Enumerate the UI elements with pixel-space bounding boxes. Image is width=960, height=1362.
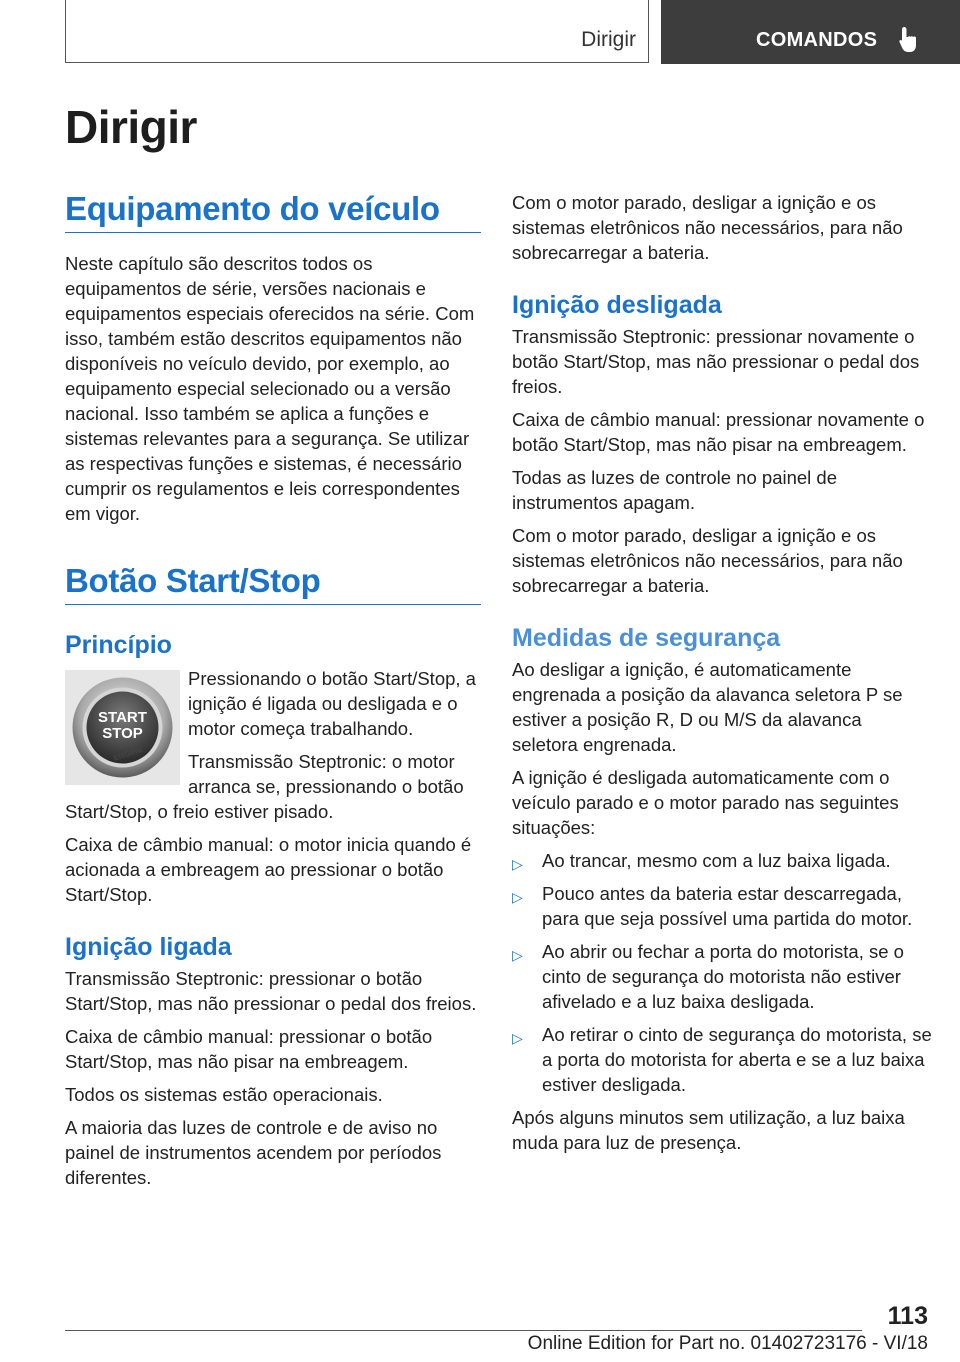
paragraph-ignition-on-3: Todos os sistemas estão operacionais.: [65, 1084, 383, 1105]
paragraph-ignition-on-2: Caixa de câmbio manual: pressionar o botão Start/Stop, mas não pisar na embreagem.: [65, 1026, 433, 1072]
button-text-engine: ENGINE: [112, 744, 145, 763]
section-tab-label: COMANDOS: [756, 29, 878, 51]
heading-ignition-on: Ignição ligada: [65, 933, 232, 961]
heading-principle: Princípio: [65, 631, 172, 659]
paragraph-equipment: Neste capítulo são descritos todos os equipamentos de série, versões nacionais e equipamentos especiais oferecidos na série. Com isso, também estão descritos equipamentos não disponíveis no veículo devido, por exemplo, ao equipamento especial selecionado ou a versão nacional. Isso também se aplica a funções e sistemas relevantes para a segurança. Se utilizar as respectivas funções e sistemas, é necessário cumprir os regulamentos e leis correspondentes em vigor.: [65, 253, 475, 524]
paragraph-ignition-off-2: Caixa de câmbio manual: pressionar novamente o botão Start/Stop, mas não pisar na embreagem.: [512, 409, 925, 455]
list-item-text: Ao abrir ou fechar a porta do motorista, se o cinto de segurança do motorista não estiver afivelado e a luz baixa desligada.: [542, 941, 904, 1012]
list-item: [512, 1022, 932, 1097]
triangle-bullet-icon: ▷: [512, 889, 523, 905]
list-item-text: Ao retirar o cinto de segurança do motorista, se a porta do motorista for aberta e se a luz baixa estiver desligada.: [542, 1024, 932, 1095]
paragraph-principle-2: Transmissão Steptronic: o motor arranca se, pressionando o botão Start/Stop, o freio estiver pisado.: [65, 751, 464, 822]
right-column: [512, 190, 932, 1155]
principle-block: [65, 666, 481, 907]
triangle-bullet-icon: ▷: [512, 947, 523, 963]
chapter-tab-label: Dirigir: [581, 28, 636, 51]
heading-safety: Medidas de segurança: [512, 624, 781, 652]
paragraph-principle-1: Pressionando o botão Start/Stop, a ignição é ligada ou desligada e o motor começa trabalhando.: [188, 668, 476, 739]
paragraph-safety-2: A ignição é desligada automaticamente com o veículo parado e o motor parado nas seguintes situações:: [512, 767, 899, 838]
button-text-stop: STOP: [102, 725, 143, 742]
page-title: Dirigir: [65, 101, 197, 153]
triangle-bullet-icon: ▷: [512, 1030, 523, 1046]
start-stop-button-drawing: [65, 670, 180, 785]
paragraph-ignition-off-3: Todas as luzes de controle no painel de instrumentos apagam.: [512, 467, 837, 513]
hand-pointer-icon: [897, 26, 923, 54]
footer-divider: [65, 1330, 862, 1331]
heading-start-stop: Botão Start/Stop: [65, 562, 481, 605]
list-item: [512, 939, 932, 1014]
list-item-text: Pouco antes da bateria estar descarregada, para que seja possível uma partida do motor.: [542, 883, 913, 929]
safety-bullet-list: [512, 848, 932, 1097]
paragraph-ignition-on-4: A maioria das luzes de controle e de aviso no painel de instrumentos acendem por períodos diferentes.: [65, 1117, 442, 1188]
list-item-text: Ao trancar, mesmo com a luz baixa ligada.: [542, 850, 891, 871]
heading-ignition-off: Ignição desligada: [512, 291, 722, 319]
button-text-start: START: [98, 709, 147, 726]
list-item: [512, 848, 932, 873]
paragraph-safety-1: Ao desligar a ignição, é automaticamente engrenada a posição da alavanca seletora P se estiver a posição R, D ou M/S da alavanca seletora engrenada.: [512, 659, 903, 755]
heading-equipment: Equipamento do veículo: [65, 190, 481, 233]
paragraph-principle-3: Caixa de câmbio manual: o motor inicia quando é acionada a embreagem ao pressionar o botão Start/Stop.: [65, 834, 472, 905]
left-column: [65, 190, 481, 1190]
start-stop-button-image: [65, 670, 180, 785]
triangle-bullet-icon: ▷: [512, 856, 523, 872]
section-tab: [661, 0, 960, 64]
paragraph-safety-3: Após alguns minutos sem utilização, a luz baixa muda para luz de presença.: [512, 1107, 905, 1153]
paragraph-ignition-on-1: Transmissão Steptronic: pressionar o botão Start/Stop, mas não pressionar o pedal dos freios.: [65, 968, 477, 1014]
list-item: [512, 881, 932, 931]
footer-edition: Online Edition for Part no. 01402723176 - VI/18: [527, 1333, 928, 1354]
paragraph-ignition-off-4: Com o motor parado, desligar a ignição e os sistemas eletrônicos não necessários, para não sobrecarregar a bateria.: [512, 525, 903, 596]
page-number: 113: [887, 1302, 928, 1330]
paragraph-intro: Com o motor parado, desligar a ignição e os sistemas eletrônicos não necessários, para não sobrecarregar a bateria.: [512, 192, 903, 263]
paragraph-ignition-off-1: Transmissão Steptronic: pressionar novamente o botão Start/Stop, mas não pressionar o pedal dos freios.: [512, 326, 920, 397]
chapter-tab: [65, 0, 649, 63]
